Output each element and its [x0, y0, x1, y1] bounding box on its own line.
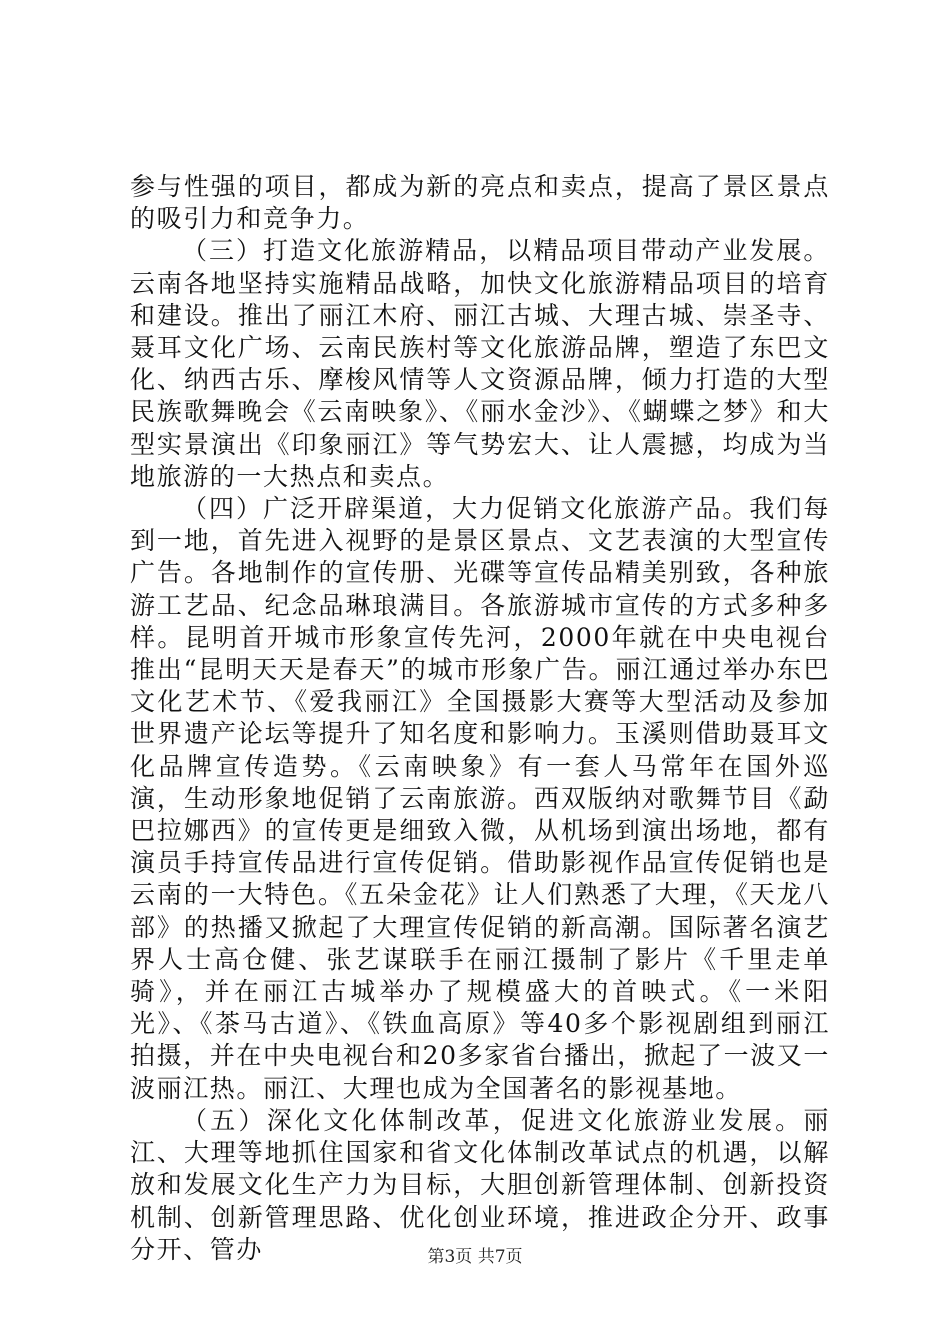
paragraph-section-3: （三）打造文化旅游精品，以精品项目带动产业发展。云南各地坚持实施精品战略，加快文化旅游精品项目的培育和建设。推出了丽江木府、丽江古城、大理古城、崇圣寺、聂耳文化广场、云南民族村等文化旅游品牌，塑造了东巴文化、纳西古乐、摩梭风情等人文资源品牌，倾力打造的大型民族歌舞晚会《云南映象》、《丽水金沙》、《蝴蝶之梦》和大型实景演出《印象丽江》等气势宏大、让人震撼，均成为当地旅游的一大热点和卖点。 [130, 236, 830, 491]
paragraph-continuation: 参与性强的项目，都成为新的亮点和卖点，提高了景区景点的吸引力和竞争力。 [130, 172, 830, 234]
document-body [130, 171, 830, 1266]
paragraph-section-4: （四）广泛开辟渠道，大力促销文化旅游产品。我们每到一地，首先进入视野的是景区景点、文艺表演的大型宣传广告。各地制作的宣传册、光碟等宣传品精美别致，各种旅游工艺品、纪念品琳琅满目。各旅游城市宣传的方式多种多样。昆明首开城市形象宣传先河，2000年就在中央电视台推出“昆明天天是春天”的城市形象广告。丽江通过举办东巴文化艺术节、《爱我丽江》全国摄影大赛等大型活动及参加世界遗产论坛等提升了知名度和影响力。玉溪则借助聂耳文化品牌宣传造势。《云南映象》有一套人马常年在国外巡演，生动形象地促销了云南旅游。西双版纳对歌舞节目《勐巴拉娜西》的宣传更是细致入微，从机场到演出场地，都有演员手持宣传品进行宣传促销。借助影视作品宣传促销也是云南的一大特色。《五朵金花》让人们熟悉了大理，《天龙八部》的热播又掀起了大理宣传促销的新高潮。国际著名演艺界人士高仓健、张艺谋联手在丽江摄制了影片《千里走单骑》，并在丽江古城举办了规模盛大的首映式。《一米阳光》、《茶马古道》、《铁血高原》等40多个影视剧组到丽江拍摄，并在中央电视台和20多家省台播出，掀起了一波又一波丽江热。丽江、大理也成为全国著名的影视基地。 [130, 494, 831, 1103]
page-number-footer: 第3页 共7页 [427, 1247, 523, 1267]
paragraph-section-5: （五）深化文化体制改革，促进文化旅游业发展。丽江、大理等地抓住国家和省文化体制改革试点的机遇，以解放和发展文化生产力为目标，大胆创新管理体制、创新投资机制、创新管理思路、优化创业环境，推进政企分开、政事分开、管办 [130, 1105, 830, 1264]
